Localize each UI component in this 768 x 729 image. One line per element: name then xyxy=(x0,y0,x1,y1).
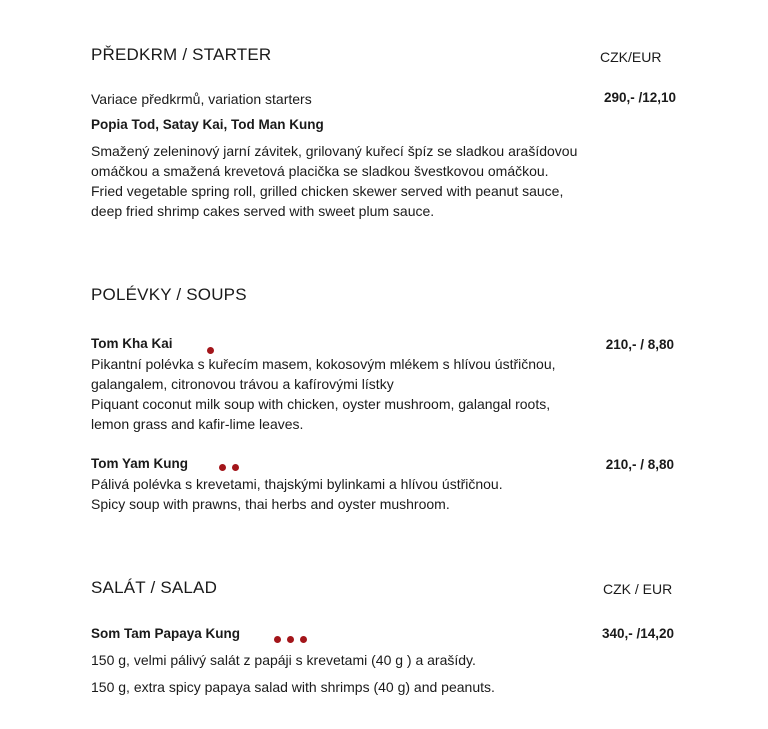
salad-item-name: Som Tam Papaya Kung xyxy=(91,626,241,641)
soup-item-description xyxy=(91,474,503,514)
desc-line: Pálivá polévka s krevetami, thajskými bylinkami a hlívou ústřičnou. xyxy=(91,476,503,492)
starter-variation: Variace předkrmů, variation starters xyxy=(91,91,312,107)
starter-heading: PŘEDKRM / STARTER xyxy=(91,45,272,64)
spice-dot-icon xyxy=(287,636,294,643)
desc-line: Piquant coconut milk soup with chicken, oyster mushroom, galangal roots, xyxy=(91,396,551,412)
soups-heading: POLÉVKY / SOUPS xyxy=(91,285,247,304)
soup-item-name: Tom Yam Kung xyxy=(91,456,189,471)
salad-heading: SALÁT / SALAD xyxy=(91,578,218,597)
desc-line: Fried vegetable spring roll, grilled chicken skewer served with peanut sauce, xyxy=(91,183,564,199)
starter-price: 290,- /12,10 xyxy=(603,90,676,105)
spice-indicator xyxy=(274,630,313,648)
salad-currency-label: CZK / EUR xyxy=(603,581,673,597)
salad-desc-line: 150 g, velmi pálivý salát z papáji s krevetami (40 g ) a arašídy. xyxy=(91,652,476,668)
starter-description xyxy=(91,141,577,221)
spice-dot-icon xyxy=(207,347,214,354)
desc-line: omáčkou a smažená krevetová placička se sladkou švestkovou omáčkou. xyxy=(91,163,549,179)
spice-dot-icon xyxy=(300,636,307,643)
desc-line: galangalem, citronovou trávou a kafírovými lístky xyxy=(91,376,394,392)
soup-item-description xyxy=(91,354,556,434)
salad-desc-line: 150 g, extra spicy papaya salad with shrimps (40 g) and peanuts. xyxy=(91,679,495,695)
soup-item-name: Tom Kha Kai xyxy=(91,336,173,351)
desc-line: lemon grass and kafir-lime leaves. xyxy=(91,416,304,432)
salad-item-price: 340,- /14,20 xyxy=(601,626,674,641)
soup-item-price: 210,- / 8,80 xyxy=(605,457,674,472)
spice-dot-icon xyxy=(232,464,239,471)
desc-line: Smažený zeleninový jarní závitek, grilovaný kuřecí špíz se sladkou arašídovou xyxy=(91,143,578,159)
spice-dot-icon xyxy=(274,636,281,643)
starter-dish-name: Popia Tod, Satay Kai, Tod Man Kung xyxy=(91,117,324,132)
starter-currency-label: CZK/EUR xyxy=(600,49,662,65)
soup-item-price: 210,- / 8,80 xyxy=(605,337,674,352)
desc-line: deep fried shrimp cakes served with sweet plum sauce. xyxy=(91,203,435,219)
spice-dot-icon xyxy=(219,464,226,471)
desc-line: Pikantní polévka s kuřecím masem, kokosovým mlékem s hlívou ústřičnou, xyxy=(91,356,556,372)
desc-line: Spicy soup with prawns, thai herbs and oyster mushroom. xyxy=(91,496,450,512)
